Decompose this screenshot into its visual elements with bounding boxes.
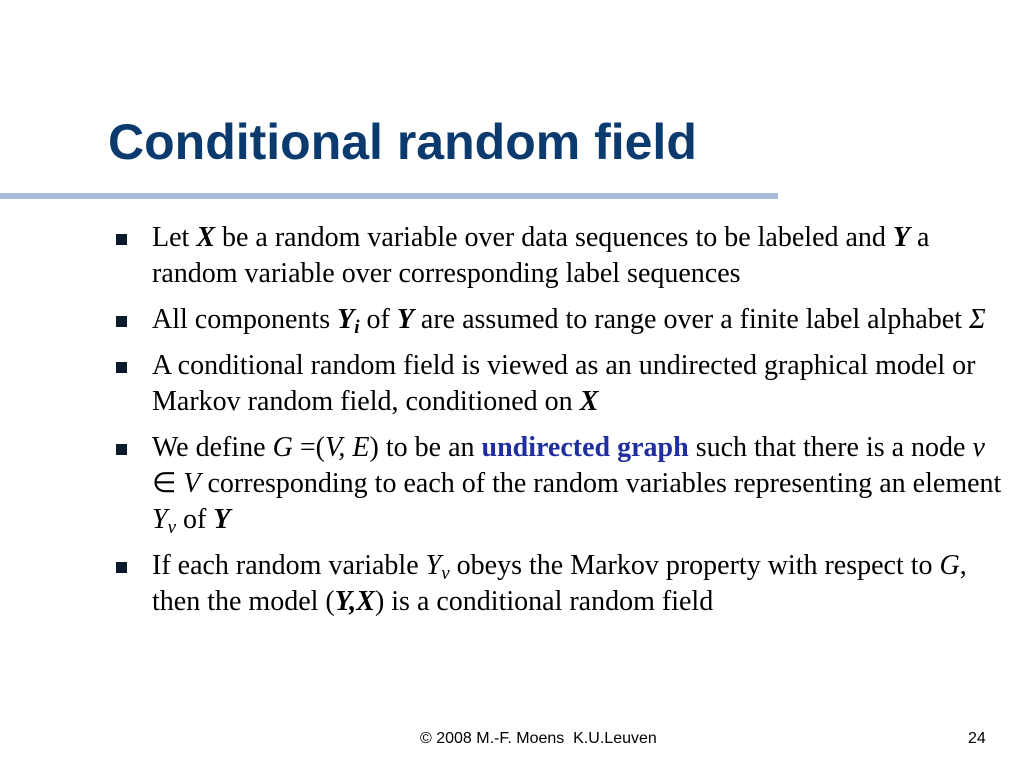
bullet-item-4: We define G =(V, E) to be an undirected graph such that there is a node v ∈ V corresponding to each of the random variables representing an element $Y_v$ of Y <box>110 430 1010 538</box>
footer-copyright: © 2008 M.-F. Moens K.U.Leuven <box>420 730 657 747</box>
bullet-item-5: If each random variable $Y_v$ obeys the Markov property with respect to G, then the model (Y,X) is a conditional random field <box>110 548 1010 620</box>
bullet-item-1: Let X be a random variable over data sequences to be labeled and Y a random variable over corresponding label sequences <box>110 220 1010 292</box>
square-bullet-icon <box>116 316 127 327</box>
square-bullet-icon <box>116 362 127 373</box>
square-bullet-icon <box>116 444 127 455</box>
bullet-item-2: All components $Y_i$ of Y are assumed to range over a finite label alphabet Σ <box>110 302 1010 338</box>
bullet-item-3: A conditional random field is viewed as an undirected graphical model or Markov random field, conditioned on X <box>110 348 1010 420</box>
title-underline <box>0 193 778 199</box>
slide-title: Conditional random field <box>108 114 697 170</box>
bullet-list <box>110 220 1010 630</box>
square-bullet-icon <box>116 234 127 245</box>
sigma-symbol: Σ <box>969 304 986 335</box>
square-bullet-icon <box>116 562 127 573</box>
page-number: 24 <box>968 730 986 747</box>
undirected-graph-highlight: undirected graph <box>481 432 689 463</box>
